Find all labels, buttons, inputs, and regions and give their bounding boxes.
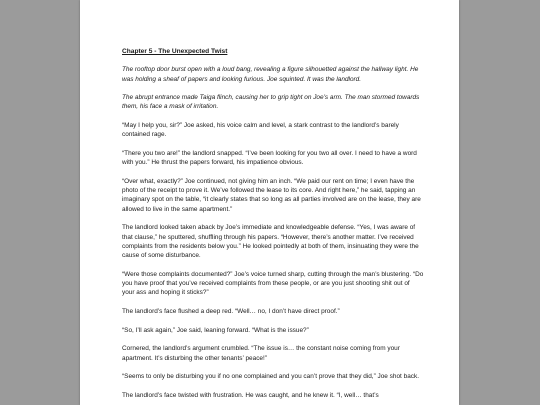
paragraph-8: The landlord’s face flushed a deep red. “Well… no, I don’t have direct proof.” <box>122 308 340 316</box>
paragraph-11: “Seems to only be disturbing you if no one complained and you can’t prove that they did,” Joe shot back. <box>122 373 420 381</box>
paragraph-3: “May I help you, sir?” Joe asked, his voice calm and level, a stark contrast to the landlord’s barely contained rage. <box>122 122 399 139</box>
paragraph-2: The abrupt entrance made Taiga flinch, causing her to grip tight on Joe’s arm. The man stormed towards them, his face a mask of irritation. <box>122 94 420 111</box>
paragraph-12: The landlord’s face twisted with frustration. He was caught, and he knew it. “I, well… that’s <box>122 391 379 399</box>
paragraph-4: “There you two are!” the landlord snapped. “I’ve been looking for you two all over. I need to have a word with you.” He thrust the papers forward, his impatience obvious. <box>122 149 417 167</box>
paragraph-6: The landlord looked taken aback by Joe’s immediate and knowledgeable defense. “Yes, I was aware of that clause,” he sputtered, shuffling through his papers. “However, there’s another matter. I’ve received complaints from the residents below you.” He looked pointedly at both of them, insinuating they were the cause of some disturbance. <box>122 224 419 260</box>
paragraph-5: “Over what, exactly?” Joe continued, not giving him an inch. “We paid our rent on time; I even have the photo of the receipt to prove it. We’ve followed the lease to its core. And right here,” he said, tapping an imaginary spot on the table, “it clearly states that so long as all parties involved are on the lease, they are allowed to live in the same apartment.” <box>122 177 421 213</box>
paragraph-1: The rooftop door burst open with a loud bang, revealing a figure silhouetted against the hallway light. He was holding a sheaf of papers and looking furious. Joe squinted. It was the landlord. <box>122 66 419 83</box>
paragraph-9: “So, I’ll ask again,” Joe said, leaning forward. “What is the issue?” <box>122 326 309 334</box>
chapter-title: Chapter 5 - The Unexpected Twist <box>122 48 228 55</box>
paragraph-10: Cornered, the landlord’s argument crumbled. “The issue is… the constant noise coming from your apartment. It’s disturbing the other tenants’ peace!” <box>122 345 400 362</box>
document-page <box>80 0 459 405</box>
page-content <box>122 47 424 405</box>
paragraph-7: “Were those complaints documented?” Joe’s voice turned sharp, cutting through the man’s blustering. “Do you have proof that you’ve received complaints from these people, or are you just shooting shit out of your ass and hoping it sticks?” <box>122 270 424 297</box>
